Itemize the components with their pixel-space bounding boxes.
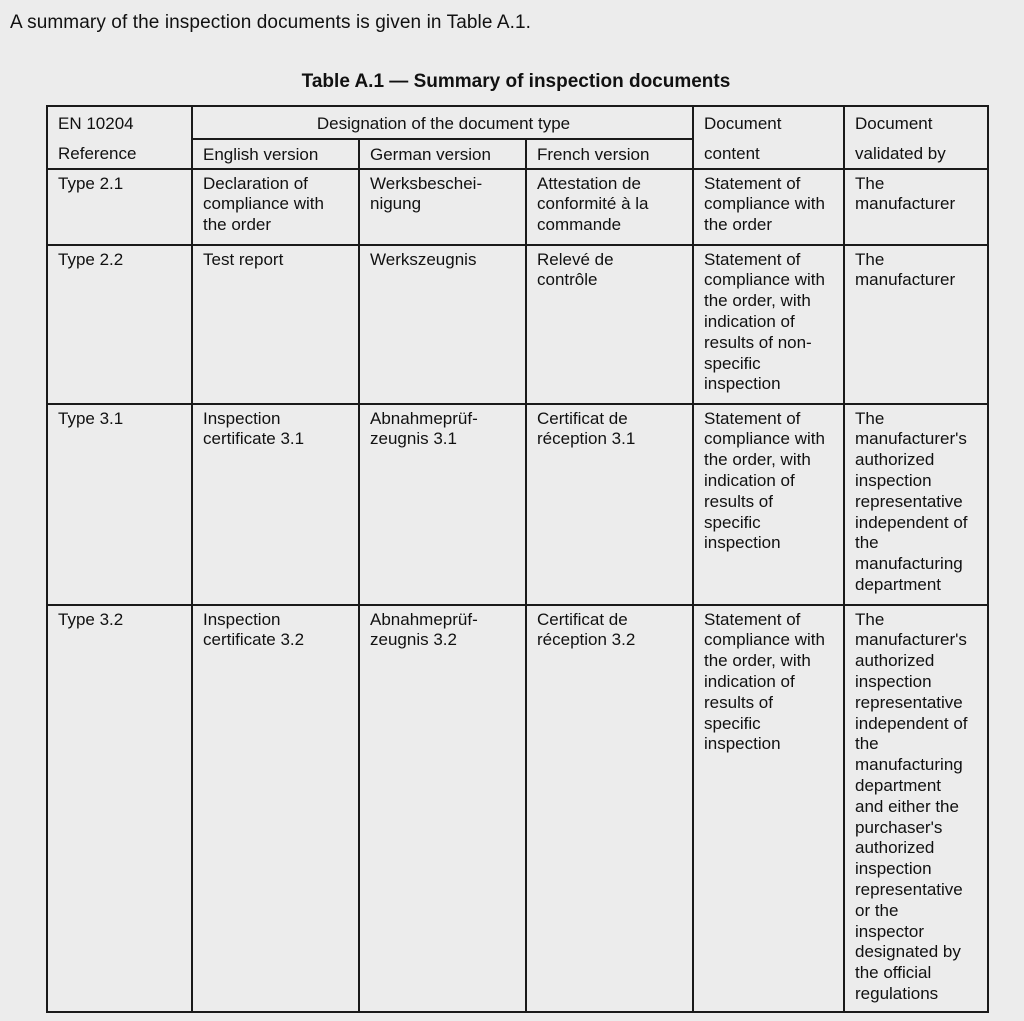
cell-line: manufacturing: [855, 755, 963, 775]
cell-line: the order, with: [704, 450, 811, 470]
cell-line: The: [855, 609, 885, 629]
table-header-row-1: [47, 106, 988, 139]
cell-line: The: [855, 173, 885, 193]
cell-line: the: [855, 734, 879, 754]
cell-line: specific: [704, 353, 761, 373]
cell-line: réception 3.2: [537, 630, 636, 650]
header-designation: Designation of the document type: [192, 106, 693, 139]
cell-line: inspection: [855, 671, 932, 691]
cell-content: [693, 169, 844, 245]
cell-line: manufacturer's: [855, 429, 967, 449]
cell-line: compliance with: [203, 194, 324, 214]
cell-line: representative: [855, 491, 963, 511]
cell-line: authorized: [855, 838, 935, 858]
cell-type: Type 3.2: [47, 605, 192, 1012]
cell-line: indication of: [704, 671, 795, 691]
cell-line: réception 3.1: [537, 429, 636, 449]
cell-line: the order, with: [704, 291, 811, 311]
cell-line: The: [855, 249, 885, 269]
cell-line: Statement of: [704, 249, 801, 269]
cell-line: Attestation de: [537, 173, 641, 193]
cell-content: [693, 245, 844, 404]
cell-english: [192, 605, 359, 1012]
cell-french: [526, 169, 693, 245]
cell-line: Statement of: [704, 408, 801, 428]
table-row: [47, 169, 988, 245]
cell-line: and either the: [855, 796, 959, 816]
intro-paragraph: A summary of the inspection documents is given in Table A.1.: [10, 12, 532, 33]
cell-line: Declaration of: [203, 173, 308, 193]
cell-line: compliance with: [704, 630, 825, 650]
header-validated-by: validated by: [844, 139, 988, 169]
cell-line: inspection: [855, 470, 932, 490]
cell-line: the: [855, 533, 879, 553]
cell-line: representative: [855, 692, 963, 712]
cell-line: compliance with: [704, 194, 825, 214]
cell-line: inspector: [855, 921, 924, 941]
cell-line: inspection: [704, 374, 781, 394]
cell-german: [359, 169, 526, 245]
cell-type: Type 2.2: [47, 245, 192, 404]
cell-line: specific: [704, 512, 761, 532]
cell-english: [192, 245, 359, 404]
inspection-documents-table: [46, 105, 989, 1013]
cell-validated: [844, 404, 988, 605]
cell-line: contrôle: [537, 270, 598, 290]
cell-line: Inspection: [203, 609, 281, 629]
cell-line: Relevé de: [537, 249, 614, 269]
cell-line: certificate 3.1: [203, 429, 305, 449]
table-body: [47, 169, 988, 1012]
cell-line: manufacturer's: [855, 630, 967, 650]
table-caption: Table A.1 — Summary of inspection documents: [301, 71, 731, 92]
cell-line: The: [855, 408, 885, 428]
cell-line: Certificat de: [537, 408, 628, 428]
cell-type: Type 3.1: [47, 404, 192, 605]
cell-french: [526, 245, 693, 404]
cell-line: the order: [203, 215, 272, 235]
cell-line: the order, with: [704, 651, 811, 671]
table-row: [47, 404, 988, 605]
cell-line: Abnahmeprüf-: [370, 408, 478, 428]
cell-line: commande: [537, 215, 622, 235]
cell-line: conformité à la: [537, 194, 649, 214]
cell-content: [693, 605, 844, 1012]
cell-line: inspection: [704, 734, 781, 754]
cell-line: Statement of: [704, 609, 801, 629]
cell-english: [192, 169, 359, 245]
cell-line: department: [855, 574, 941, 594]
cell-line: purchaser's: [855, 817, 943, 837]
cell-german: [359, 605, 526, 1012]
cell-line: Test report: [203, 249, 284, 269]
cell-line: compliance with: [704, 270, 825, 290]
cell-english: [192, 404, 359, 605]
table-row: [47, 245, 988, 404]
cell-line: authorized: [855, 651, 935, 671]
cell-french: [526, 605, 693, 1012]
cell-line: compliance with: [704, 429, 825, 449]
cell-line: zeugnis 3.2: [370, 630, 457, 650]
cell-validated: [844, 245, 988, 404]
cell-line: results of: [704, 692, 773, 712]
cell-line: Werkszeugnis: [370, 249, 477, 269]
cell-line: authorized: [855, 450, 935, 470]
cell-line: inspection: [704, 533, 781, 553]
cell-line: independent of: [855, 713, 968, 733]
header-document-content: Document: [693, 106, 844, 139]
cell-line: Inspection: [203, 408, 281, 428]
cell-line: specific: [704, 713, 761, 733]
cell-validated: [844, 169, 988, 245]
header-en10204: EN 10204: [47, 106, 192, 139]
table-header-row-2: [47, 139, 988, 169]
cell-line: indication of: [704, 311, 795, 331]
cell-french: [526, 404, 693, 605]
header-document-validated: Document: [844, 106, 988, 139]
header-english-version: English version: [192, 139, 359, 169]
cell-line: independent of: [855, 512, 968, 532]
cell-line: nigung: [370, 194, 422, 214]
cell-line: inspection: [855, 859, 932, 879]
cell-line: the official: [855, 963, 932, 983]
cell-line: manufacturing: [855, 554, 963, 574]
header-french-version: French version: [526, 139, 693, 169]
cell-validated: [844, 605, 988, 1012]
cell-line: representative: [855, 879, 963, 899]
cell-line: zeugnis 3.1: [370, 429, 457, 449]
cell-german: [359, 404, 526, 605]
cell-german: [359, 245, 526, 404]
cell-line: manufacturer: [855, 270, 956, 290]
cell-line: Certificat de: [537, 609, 628, 629]
cell-line: Statement of: [704, 173, 801, 193]
header-reference: Reference: [47, 139, 192, 169]
header-german-version: German version: [359, 139, 526, 169]
table-row: [47, 605, 988, 1012]
cell-line: indication of: [704, 470, 795, 490]
cell-type: Type 2.1: [47, 169, 192, 245]
cell-line: designated by: [855, 942, 961, 962]
cell-line: or the: [855, 900, 899, 920]
cell-line: manufacturer: [855, 194, 956, 214]
cell-content: [693, 404, 844, 605]
cell-line: department: [855, 775, 941, 795]
cell-line: Werksbeschei-: [370, 173, 483, 193]
cell-line: Abnahmeprüf-: [370, 609, 478, 629]
cell-line: certificate 3.2: [203, 630, 305, 650]
header-content: content: [693, 139, 844, 169]
cell-line: regulations: [855, 983, 939, 1003]
cell-line: the order: [704, 215, 773, 235]
cell-line: results of non-: [704, 332, 812, 352]
cell-line: results of: [704, 491, 773, 511]
